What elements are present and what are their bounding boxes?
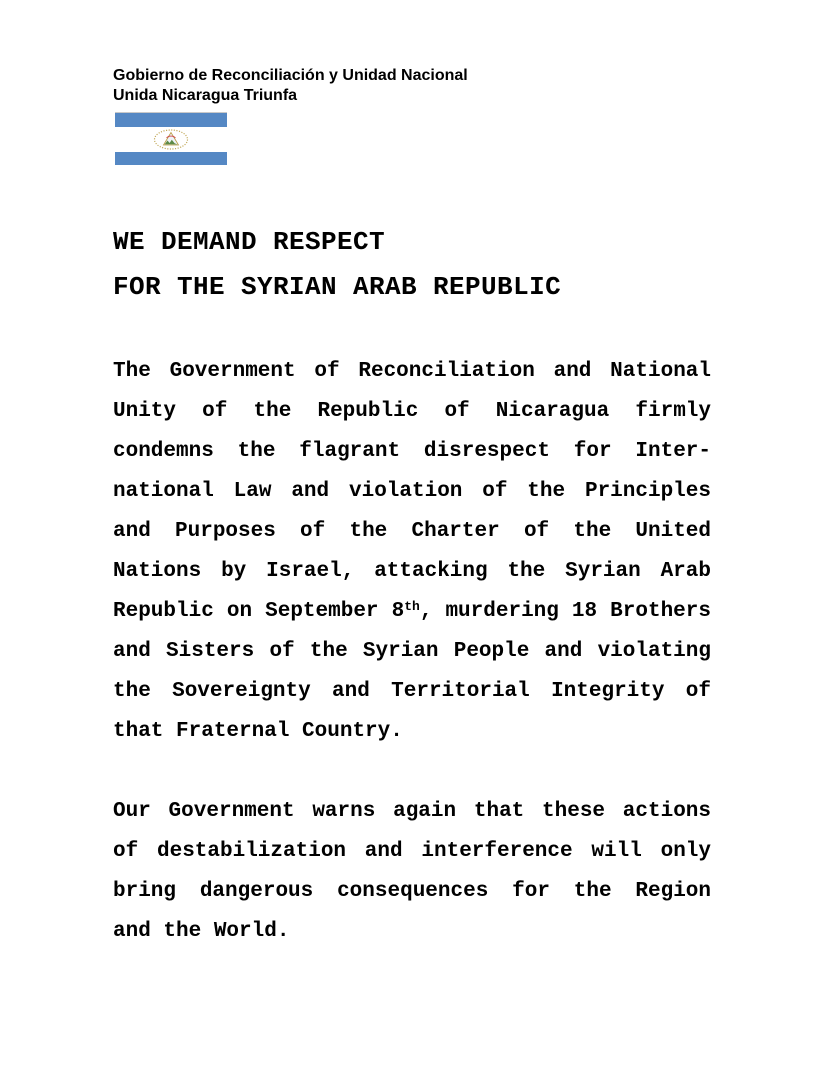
- letterhead-line-1: Gobierno de Reconciliación y Unidad Nacional: [113, 67, 468, 84]
- flag-stripe-white: [115, 127, 227, 152]
- document-title-line-1: WE DEMAND RESPECT: [113, 227, 386, 257]
- flag-stripe-blue-bottom: [115, 152, 227, 166]
- body-line: condemns the flagrant disrespect for Inter-: [113, 440, 711, 463]
- superscript-text: th: [404, 599, 420, 615]
- letterhead-line-2: Unida Nicaragua Triunfa: [113, 87, 298, 104]
- flag-stripe-blue-top: [115, 113, 227, 127]
- paragraph: [113, 352, 711, 752]
- nicaragua-coat-of-arms-icon: [152, 127, 190, 152]
- body-line: that Fraternal Country.: [113, 720, 403, 743]
- letterhead: [113, 66, 468, 106]
- body-line: and Sisters of the Syrian People and violating: [113, 640, 711, 663]
- document-title: [113, 220, 561, 310]
- body-text-segment: Republic on September 8: [113, 600, 405, 623]
- body-line: the Sovereignty and Territorial Integrity of: [113, 680, 711, 703]
- body-line: [113, 592, 711, 632]
- document-title-line-2: FOR THE SYRIAN ARAB REPUBLIC: [113, 272, 562, 302]
- body-line: The Government of Reconciliation and National: [113, 360, 711, 383]
- body-text-segment: , murdering 18 Brothers: [419, 600, 711, 623]
- nicaragua-flag: [115, 112, 227, 165]
- body-line: Nations by Israel, attacking the Syrian Arab: [113, 560, 711, 583]
- body-line: Our Government warns again that these actions: [113, 800, 711, 823]
- body-line: national Law and violation of the Principles: [113, 480, 711, 503]
- body-line: of destabilization and interference will only: [113, 840, 711, 863]
- body-line: bring dangerous consequences for the Region: [113, 880, 711, 903]
- body-line: Unity of the Republic of Nicaragua firmly: [113, 400, 711, 423]
- paragraph: [113, 792, 711, 952]
- body-line: and Purposes of the Charter of the United: [113, 520, 711, 543]
- document-body: [113, 352, 711, 992]
- body-line: and the World.: [113, 920, 290, 943]
